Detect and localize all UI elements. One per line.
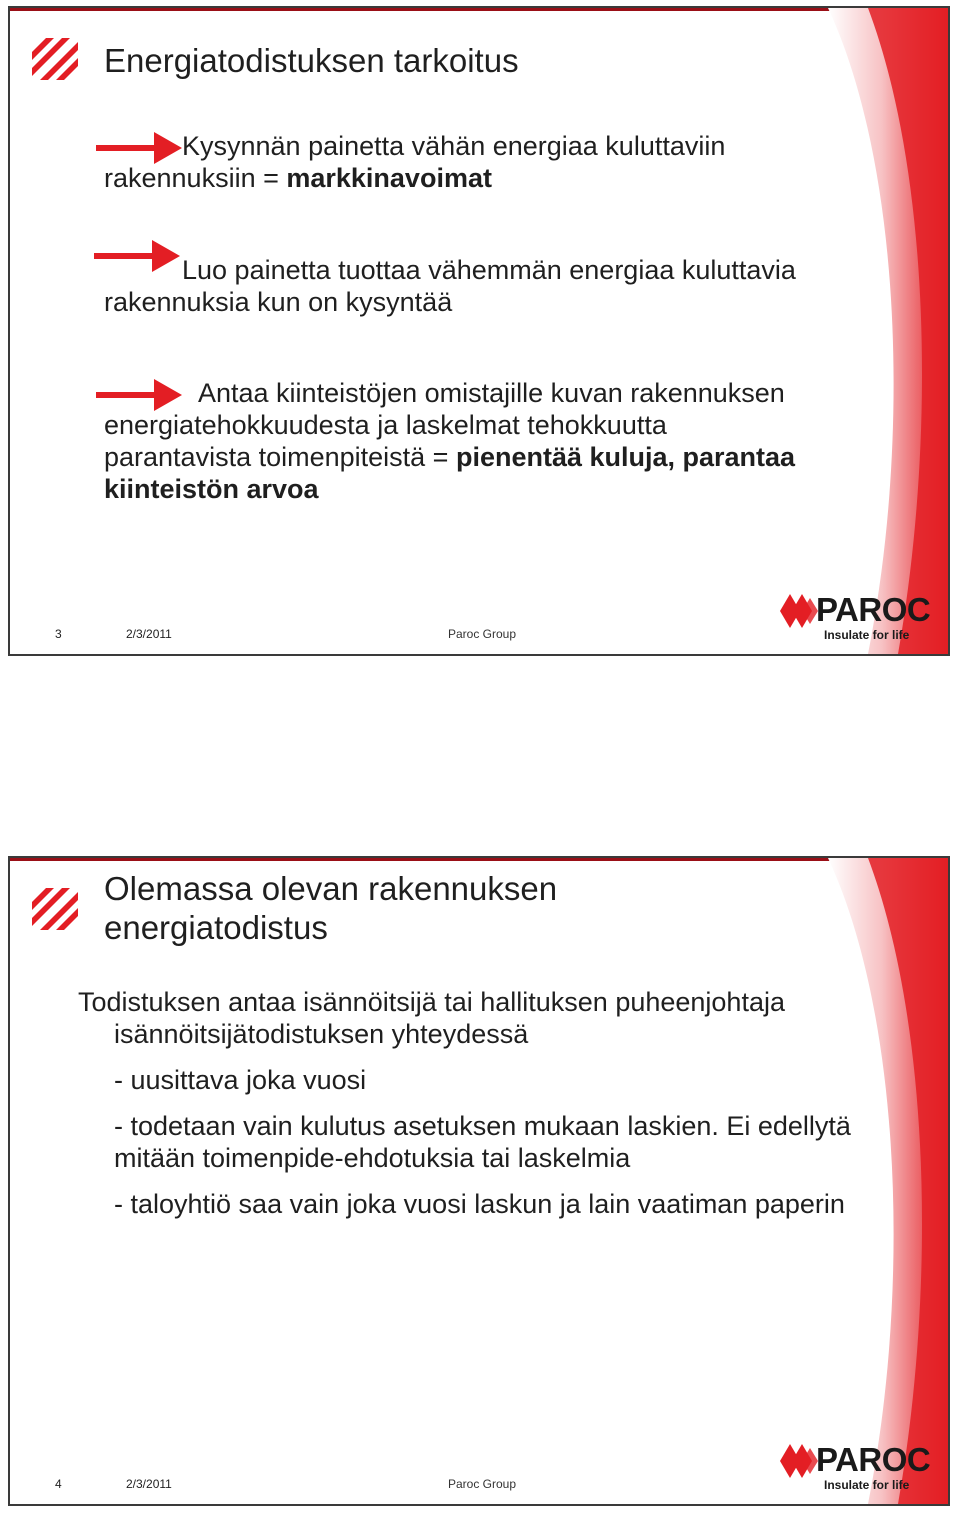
slide-number: 3 [55,627,62,641]
slide-date: 2/3/2011 [126,627,172,641]
bullet-2 [104,254,864,318]
slide-body [78,986,868,1220]
paroc-diamond-icon [780,594,820,628]
bullet-3-line-2: energiatehokkuudesta ja laskelmat tehokkuutta [104,410,667,440]
list-item: - taloyhtiö saa vain joka vuosi laskun ja lain vaatiman paperin [114,1189,845,1219]
slide-company: Paroc Group [448,1477,517,1491]
slide-date: 2/3/2011 [126,1477,172,1491]
bullet-1-line-2: rakennuksiin = [104,163,287,193]
slide-title-line-1: Olemassa olevan rakennuksen [104,870,558,907]
paroc-tagline: Insulate for life [824,628,910,642]
bullet-3-line-1: Antaa kiinteistöjen omistajille kuvan rakennuksen [198,378,785,408]
slide-4 [8,856,950,1506]
bullet-3 [104,377,864,505]
slide-top-bar [10,858,948,861]
slide-title [104,870,557,948]
stripes-logo-icon [32,38,78,80]
intro-text: Todistuksen antaa isännöitsijä tai hallituksen puheenjohtaja isännöitsijätodistuksen yhteydessä [78,987,785,1049]
slide-3 [8,6,950,656]
list-item: - todetaan vain kulutus asetuksen mukaan laskien. Ei edellytä mitään toimenpide-ehdotuksia tai laskelmia [114,1111,851,1173]
slide-top-bar [10,8,948,11]
bullet-1-line-1: Kysynnän painetta vähän energiaa kuluttaviin [182,131,726,161]
bullet-3-emphasis-end: kiinteistön arvoa [104,474,319,504]
slide-company: Paroc Group [448,627,517,641]
bullet-2-line-1: Luo painetta tuottaa vähemmän energiaa kuluttavia [182,255,796,285]
bullet-1 [104,130,864,194]
slide-title: Energiatodistuksen tarkoitus [104,42,519,79]
bullet-3-emphasis: pienentää kuluja, parantaa [455,442,796,472]
slide-title-line-2: energiatodistus [104,908,328,946]
paroc-diamond-icon [780,1444,820,1478]
slide-number: 4 [55,1477,62,1491]
paroc-logo [780,1440,932,1494]
bullet-3-line-3: parantavista toimenpiteistä = [104,442,456,472]
paroc-tagline: Insulate for life [824,1478,910,1492]
red-swoosh-decoration [828,8,948,654]
list-item: - uusittava joka vuosi [114,1065,367,1095]
bullet-2-line-2: rakennuksia kun on kysyntää [104,287,453,317]
paroc-logo [780,590,932,644]
paroc-wordmark: PAROC [816,591,931,628]
paroc-wordmark: PAROC [816,1441,931,1478]
bullet-1-emphasis: markkinavoimat [286,163,492,193]
stripes-logo-icon [32,888,78,930]
